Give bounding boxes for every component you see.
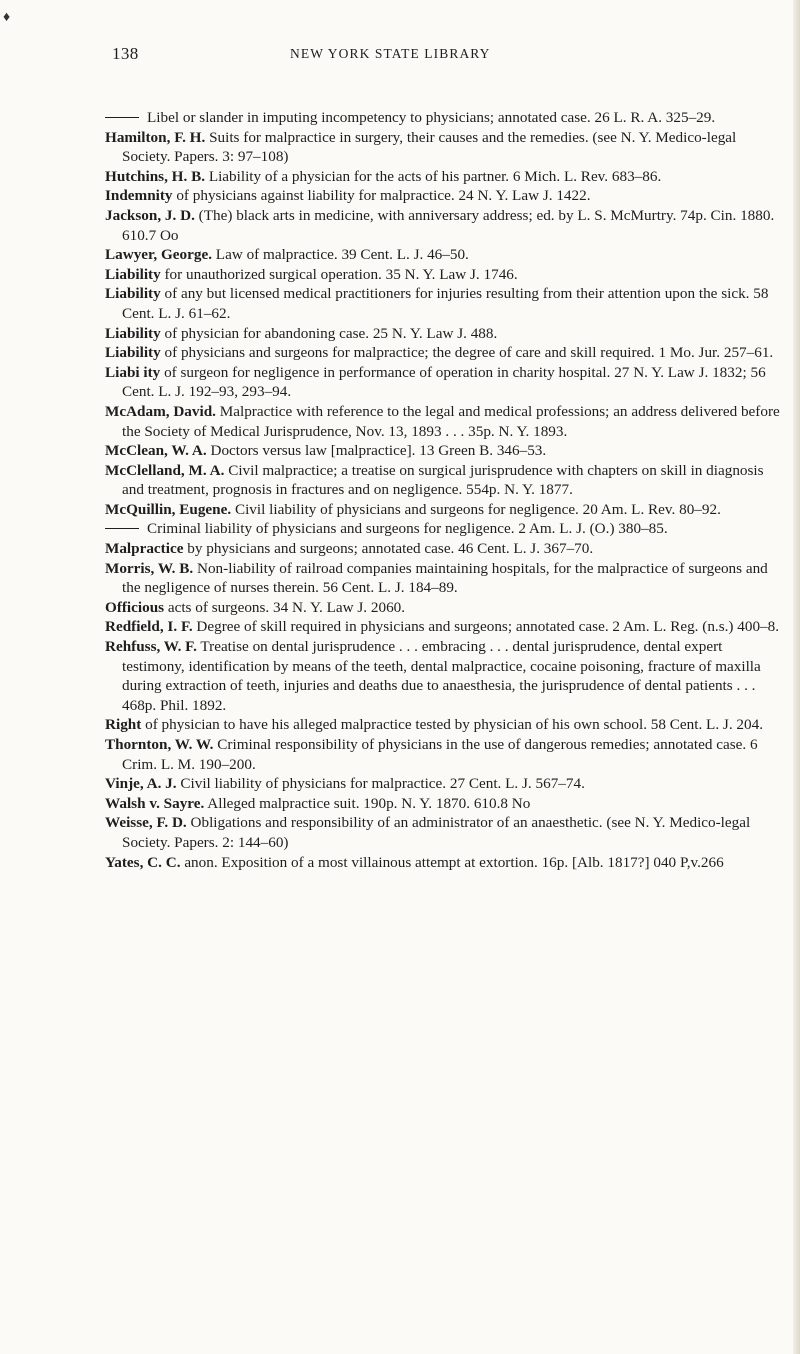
entry-heading: Jackson, J. D. xyxy=(105,206,195,224)
bibliography-entry xyxy=(105,363,785,402)
entry-text: Obligations and responsibility of an administrator of an anaesthetic. (see N. Y. Medico-legal Society. Papers. 2: 144–60) xyxy=(122,814,751,851)
entry-heading: McClean, W. A. xyxy=(105,442,207,460)
bibliography-entry xyxy=(105,559,785,598)
entry-heading: Rehfuss, W. F. xyxy=(105,638,197,656)
entry-heading: Liabi ity xyxy=(105,363,161,381)
bibliography-entry xyxy=(105,343,785,363)
bibliography-entry xyxy=(105,128,785,167)
ditto-dash xyxy=(105,528,139,529)
entry-text: Civil liability of physicians for malpractice. 27 Cent. L. J. 567–74. xyxy=(176,775,585,793)
entry-text: Suits for malpractice in surgery, their causes and the remedies. (see N. Y. Medico-legal Society. Papers. 3: 97–108) xyxy=(122,128,737,166)
bibliography-entry xyxy=(105,265,785,285)
margin-mark: ♦ xyxy=(3,10,11,25)
bibliography-entry xyxy=(105,284,785,323)
entry-heading: Morris, W. B. xyxy=(105,559,194,577)
entry-text: of physicians against liability for malpractice. 24 N. Y. Law J. 1422. xyxy=(172,187,591,205)
entry-heading: McQuillin, Eugene. xyxy=(105,500,232,518)
bibliography-entry xyxy=(105,500,785,520)
entry-text: Malpractice with reference to the legal and medical professions; an address delivered before the Society of Medical Jurisprudence, Nov. 13, 1893 . . . 35p. N. Y. 1893. xyxy=(122,402,780,440)
entry-heading: Thornton, W. W. xyxy=(105,736,214,753)
bibliography-entry xyxy=(105,598,785,618)
entry-text: acts of surgeons. 34 N. Y. Law J. 2060. xyxy=(164,598,406,616)
entry-text: Liability of a physician for the acts of his partner. 6 Mich. L. Rev. 683–86. xyxy=(205,167,662,185)
bibliography-entry xyxy=(105,813,785,852)
entry-text: Alleged malpractice suit. 190p. N. Y. 1870. 610.8 No xyxy=(204,794,531,812)
entry-text: Doctors versus law [malpractice]. 13 Green B. 346–53. xyxy=(206,442,547,460)
entry-text: Civil liability of physicians and surgeons for negligence. 20 Am. L. Rev. 80–92. xyxy=(231,500,721,518)
entry-heading: Lawyer, George. xyxy=(105,246,212,264)
entry-heading: Malpractice xyxy=(105,540,184,558)
entry-heading: Liability xyxy=(105,265,161,283)
entry-text: of physicians and surgeons for malpractice; the degree of care and skill required. 1 Mo. Jur. 257–61. xyxy=(160,344,774,362)
entry-text: anon. Exposition of a most villainous attempt at extortion. 16p. [Alb. 1817?] 040 P,v.266 xyxy=(180,853,724,871)
entry-text: Non-liability of railroad companies maintaining hospitals, for the malpractice of surgeons and the negligence of nurses therein. 56 Cent. L. J. 184–89. xyxy=(122,559,768,597)
bibliography-entry xyxy=(105,441,785,461)
entry-text: of any but licensed medical practitioners for injuries resulting from their attention upon the sick. 58 Cent. L. J. 61–62. xyxy=(122,285,769,322)
entry-text: of physician to have his alleged malpractice tested by physician of his own school. 58 Cent. L. J. 204. xyxy=(141,716,764,734)
bibliography-entry xyxy=(105,245,785,265)
entry-text: Criminal responsibility of physicians in the use of dangerous remedies; annotated case. 6 Crim. L. M. 190–200. xyxy=(122,736,758,773)
entry-heading: Liability xyxy=(105,344,161,362)
page-edge xyxy=(793,0,800,1354)
bibliography-entry xyxy=(105,794,785,814)
bibliography-entry xyxy=(105,735,785,774)
entry-text: Treatise on dental jurisprudence . . . embracing . . . dental jurisprudence, dental expert testimony, identification by means of the teeth, dental malpractice, cocaine poisoning, fracture of maxilla during extraction of teeth, injuries and deaths due to anaesthesia, the jurisprudence of dental patients . . . 468p. Phil. 1892. xyxy=(122,638,761,714)
entry-text: Civil malpractice; a treatise on surgical jurisprudence with chapters on skill in diagnosis and treatment, prognosis in fractures and on negligence. 554p. N. Y. 1877. xyxy=(122,461,764,499)
entry-text: Libel or slander in imputing incompetency to physicians; annotated case. 26 L. R. A. 325–29. xyxy=(147,109,716,126)
bibliography-entry xyxy=(105,324,785,344)
page-number: 138 xyxy=(112,44,139,63)
ditto-dash xyxy=(105,117,139,118)
entry-heading: Weisse, F. D. xyxy=(105,814,187,832)
entry-text: Degree of skill required in physicians and surgeons; annotated case. 2 Am. L. Reg. (n.s.) 400–8. xyxy=(192,618,780,636)
bibliography-entry xyxy=(105,402,785,441)
bibliography-entry xyxy=(105,519,785,539)
bibliography-entry xyxy=(105,539,785,559)
bibliography-entry xyxy=(105,108,785,128)
entry-text: of physician for abandoning case. 25 N. Y. Law J. 488. xyxy=(160,324,498,342)
entry-text: by physicians and surgeons; annotated case. 46 Cent. L. J. 367–70. xyxy=(183,540,594,558)
entry-heading: Hutchins, H. B. xyxy=(105,167,206,185)
entry-heading: Hamilton, F. H. xyxy=(105,128,206,146)
bibliography-entry xyxy=(105,461,785,500)
entry-heading: Yates, C. C. xyxy=(105,853,181,871)
entry-heading: Indemnity xyxy=(105,187,173,205)
bibliography-list xyxy=(105,108,785,872)
bibliography-entry xyxy=(105,853,785,873)
entry-text: Law of malpractice. 39 Cent. L. J. 46–50. xyxy=(212,246,469,264)
entry-text: (The) black arts in medicine, with anniversary address; ed. by L. S. McMurtry. 74p. Cin. 1880. 610.7 Oo xyxy=(122,206,775,244)
entry-heading: Redfield, I. F. xyxy=(105,618,193,636)
bibliography-entry xyxy=(105,186,785,206)
entry-heading: Walsh v. Sayre. xyxy=(105,794,205,812)
bibliography-entry xyxy=(105,617,785,637)
entry-heading: Liability xyxy=(105,285,161,303)
entry-text: for unauthorized surgical operation. 35 N. Y. Law J. 1746. xyxy=(160,265,518,283)
entry-text: of surgeon for negligence in performance of operation in charity hospital. 27 N. Y. Law J. 1832; 56 Cent. L. J. 192–93, 293–94. xyxy=(122,363,766,401)
entry-heading: Liability xyxy=(105,324,161,342)
entry-heading: Right xyxy=(105,716,142,734)
bibliography-entry xyxy=(105,206,785,245)
bibliography-entry xyxy=(105,774,785,794)
entry-heading: Officious xyxy=(105,598,165,616)
entry-heading: McAdam, David. xyxy=(105,402,216,420)
bibliography-entry xyxy=(105,637,785,715)
bibliography-entry xyxy=(105,715,785,735)
running-head: NEW YORK STATE LIBRARY xyxy=(290,46,491,61)
entry-heading: Vinje, A. J. xyxy=(105,775,177,793)
bibliography-entry xyxy=(105,167,785,187)
entry-text: Criminal liability of physicians and surgeons for negligence. 2 Am. L. J. (O.) 380–85. xyxy=(147,520,668,538)
entry-heading: McClelland, M. A. xyxy=(105,461,225,479)
